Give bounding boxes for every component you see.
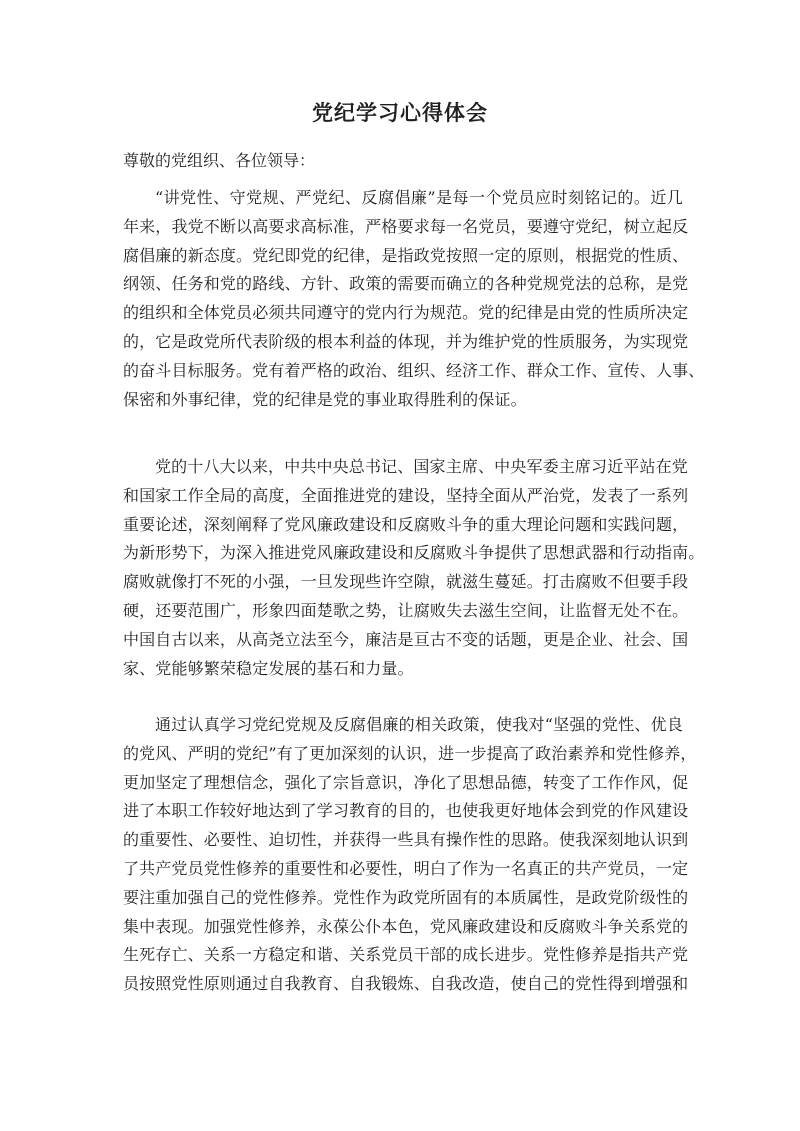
paragraph-line: 硬，还要范围广，形象四面楚歌之势，让腐败失去滋生空间，让监督无处不在。 [123,600,689,620]
paragraph-line: “讲党性、守党规、严党纪、反腐倡廉”是每一个党员应时刻铭记的。近几 [155,188,683,207]
paragraph-line: 家、党能够繁荣稳定发展的基石和力量。 [123,658,414,678]
paragraph-2 [123,453,705,683]
paragraph-line: 更加坚定了理想信念，强化了宗旨意识，净化了思想品德，转变了工作作风，促 [123,772,689,792]
paragraph-line: 生死存亡、关系一方稳定和谐、关系党员干部的成长进步。党性修养是指共产党 [123,945,689,965]
paragraph-line: 年来，我党不断以高要求高标准，严格要求每一名党员，要遵守党纪，树立起反 [123,216,689,236]
paragraph-line: 的重要性、必要性、迫切性，并获得一些具有操作性的思路。使我深刻地认识到 [123,830,689,850]
paragraph-1 [123,184,705,414]
paragraph-line: 中国自古以来，从高尧立法至今，廉洁是亘古不变的话题，更是企业、社会、国 [123,629,689,649]
paragraph-line: 集中表现。加强党性修养，永葆公仆本色，党风廉政建设和反腐败斗争关系党的 [123,916,689,936]
paragraph-line: 的党风、严明的党纪”有了更加深刻的认识，进一步提高了政治素养和党性修养， [123,743,697,763]
paragraph-line: 保密和外事纪律，党的纪律是党的事业取得胜利的保证。 [123,389,527,409]
paragraph-3 [123,711,697,999]
paragraph-line: 通过认真学习党纪党规及反腐倡廉的相关政策，使我对“坚强的党性、优良 [155,715,683,734]
paragraph-line: 重要论述，深刻阐释了党风廉政建设和反腐败斗争的重大理论问题和实践问题， [123,514,689,534]
paragraph-line: 纲领、任务和党的路线、方针、政策的需要而确立的各种党规党法的总称，是党 [123,274,689,294]
paragraph-line: 和国家工作全局的高度，全面推进党的建设，坚持全面从严治党，发表了一系列 [123,485,689,505]
salutation: 尊敬的党组织、各位领导： [123,151,316,170]
paragraph-line: 了共产党员党性修养的重要性和必要性，明白了作为一名真正的共产党员，一定 [123,858,689,878]
paragraph-line: 的组织和全体党员必须共同遵守的党内行为规范。党的纪律是由党的性质所决定 [123,303,689,323]
document-title: 党纪学习心得体会 [312,100,488,125]
paragraph-line: 的，它是政党所代表阶级的根本利益的体现，并为维护党的性质服务，为实现党 [123,331,689,351]
paragraph-line: 腐倡廉的新态度。党纪即党的纪律，是指政党按照一定的原则，根据党的性质、 [123,245,689,265]
paragraph-line: 进了本职工作较好地达到了学习教育的目的，也使我更好地体会到党的作风建设 [123,801,689,821]
paragraph-line: 为新形势下，为深入推进党风廉政建设和反腐败斗争提供了思想武器和行动指南。 [123,543,705,563]
paragraph-line: 的奋斗目标服务。党有着严格的政治、组织、经济工作、群众工作、宣传、人事、 [123,360,705,380]
paragraph-line: 员按照党性原则通过自我教育、自我锻炼、自我改造，使自己的党性得到增强和 [123,974,689,994]
paragraph-line: 腐败就像打不死的小强，一旦发现些许空隙，就滋生蔓延。打击腐败不但要手段 [123,572,689,592]
paragraph-line: 要注重加强自己的党性修养。党性作为政党所固有的本质属性，是政党阶级性的 [123,887,689,907]
paragraph-line: 党的十八大以来，中共中央总书记、国家主席、中央军委主席习近平站在党 [155,457,688,476]
